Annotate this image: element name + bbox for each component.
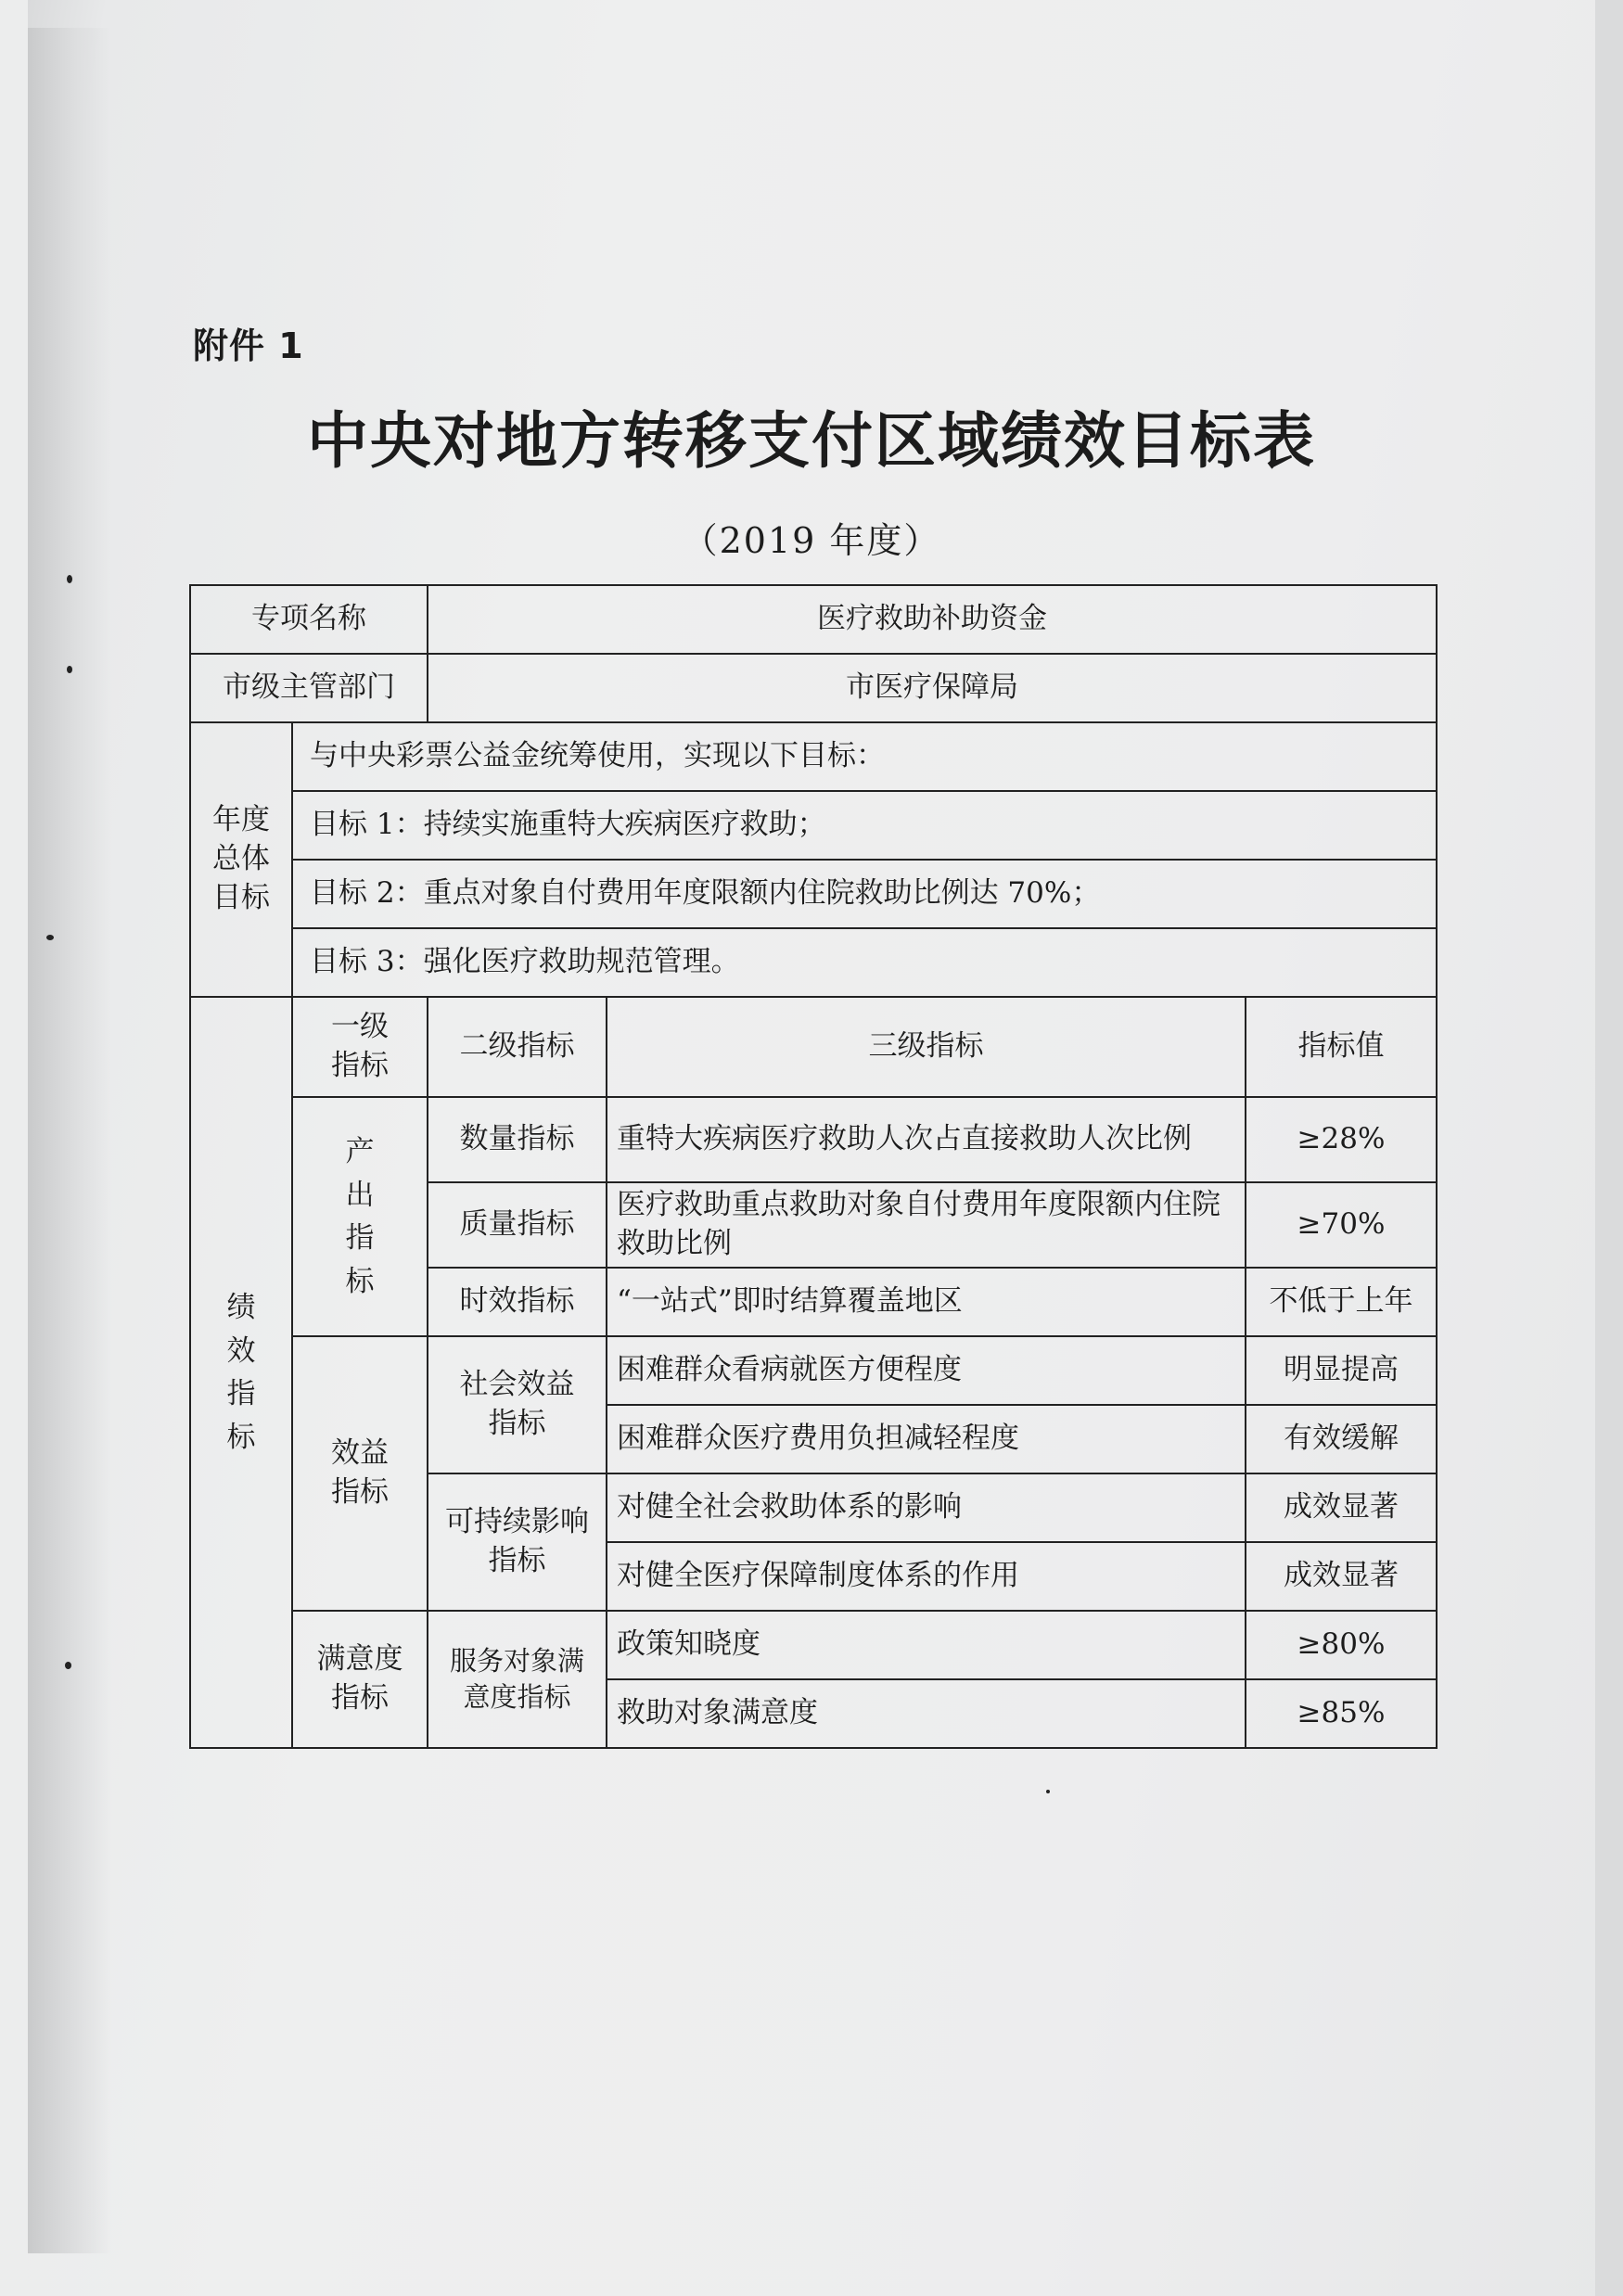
table-row — [190, 997, 1437, 1097]
quality-value: ≥70% — [1246, 1182, 1437, 1268]
performance-label-text: 绩效指标 — [226, 1291, 256, 1454]
satisfaction-item-2: 救助对象满意度 — [607, 1679, 1246, 1748]
goal-intro: 与中央彩票公益金统筹使用，实现以下目标： — [292, 722, 1437, 791]
social-value-1: 明显提高 — [1246, 1336, 1437, 1405]
output-label — [292, 1097, 428, 1336]
satisfaction-label-text: 满意度指标 — [316, 1642, 403, 1715]
header-level3: 三级指标 — [607, 997, 1246, 1097]
timeliness-label: 时效指标 — [428, 1268, 607, 1336]
year-subtitle: （2019 年度） — [682, 520, 941, 561]
header-value: 指标值 — [1246, 997, 1437, 1097]
scan-speck — [67, 575, 72, 583]
scan-speck — [1046, 1790, 1050, 1793]
satisfaction-value-2: ≥85% — [1246, 1679, 1437, 1748]
service-label — [428, 1611, 607, 1748]
timeliness-value: 不低于上年 — [1246, 1268, 1437, 1336]
table-row — [190, 860, 1437, 928]
service-label-text: 服务对象满意度指标 — [449, 1644, 584, 1713]
social-item-2: 困难群众医疗费用负担减轻程度 — [607, 1405, 1246, 1473]
dept-value: 市医疗保障局 — [428, 654, 1437, 722]
quantity-label: 数量指标 — [428, 1097, 607, 1182]
table-row — [190, 1611, 1437, 1679]
table-row — [190, 1097, 1437, 1182]
table-row — [190, 791, 1437, 860]
satisfaction-value-1: ≥80% — [1246, 1611, 1437, 1679]
goal-1: 目标 1：持续实施重特大疾病医疗救助； — [292, 791, 1437, 860]
annual-goals-label — [190, 722, 292, 997]
social-item-1: 困难群众看病就医方便程度 — [607, 1336, 1246, 1405]
timeliness-item: “一站式”即时结算覆盖地区 — [607, 1268, 1246, 1336]
header-level1-text: 一级指标 — [331, 1010, 389, 1082]
benefit-label — [292, 1336, 428, 1611]
dept-label: 市级主管部门 — [190, 654, 428, 722]
benefit-label-text: 效益指标 — [331, 1436, 389, 1509]
goal-2: 目标 2：重点对象自付费用年度限额内住院救助比例达 70%； — [292, 860, 1437, 928]
sustain-label-text: 可持续影响指标 — [445, 1505, 589, 1577]
social-label — [428, 1336, 607, 1473]
quantity-item: 重特大疾病医疗救助人次占直接救助人次比例 — [607, 1097, 1246, 1182]
scan-speck — [67, 666, 72, 673]
quantity-value: ≥28% — [1246, 1097, 1437, 1182]
goal-3: 目标 3：强化医疗救助规范管理。 — [292, 928, 1437, 997]
sustain-item-1: 对健全社会救助体系的影响 — [607, 1473, 1246, 1542]
sustain-label — [428, 1473, 607, 1611]
attachment-label: 附件 1 — [193, 325, 304, 366]
performance-target-table — [189, 584, 1438, 1749]
sustain-value-2: 成效显著 — [1246, 1542, 1437, 1611]
social-value-2: 有效缓解 — [1246, 1405, 1437, 1473]
quality-item: 医疗救助重点救助对象自付费用年度限额内住院救助比例 — [607, 1182, 1246, 1268]
header-level1 — [292, 997, 428, 1097]
annual-goals-label-text: 年度总体目标 — [212, 803, 270, 914]
table-row — [190, 585, 1437, 654]
quality-label: 质量指标 — [428, 1182, 607, 1268]
project-name-label: 专项名称 — [190, 585, 428, 654]
performance-label — [190, 997, 292, 1748]
scan-edge — [1595, 0, 1623, 2296]
social-label-text: 社会效益指标 — [459, 1368, 575, 1440]
sustain-item-2: 对健全医疗保障制度体系的作用 — [607, 1542, 1246, 1611]
project-name-value: 医疗救助补助资金 — [428, 585, 1437, 654]
satisfaction-label — [292, 1611, 428, 1748]
table-row — [190, 1336, 1437, 1405]
satisfaction-item-1: 政策知晓度 — [607, 1611, 1246, 1679]
binding-shadow — [28, 28, 111, 2253]
scan-speck — [65, 1662, 71, 1669]
table-row — [190, 928, 1437, 997]
scan-speck — [46, 935, 54, 940]
table-row — [190, 654, 1437, 722]
output-label-text: 产出指标 — [345, 1135, 375, 1298]
table-row — [190, 722, 1437, 791]
page-title: 中央对地方转移支付区域绩效目标表 — [307, 405, 1316, 477]
header-level2: 二级指标 — [428, 997, 607, 1097]
sustain-value-1: 成效显著 — [1246, 1473, 1437, 1542]
